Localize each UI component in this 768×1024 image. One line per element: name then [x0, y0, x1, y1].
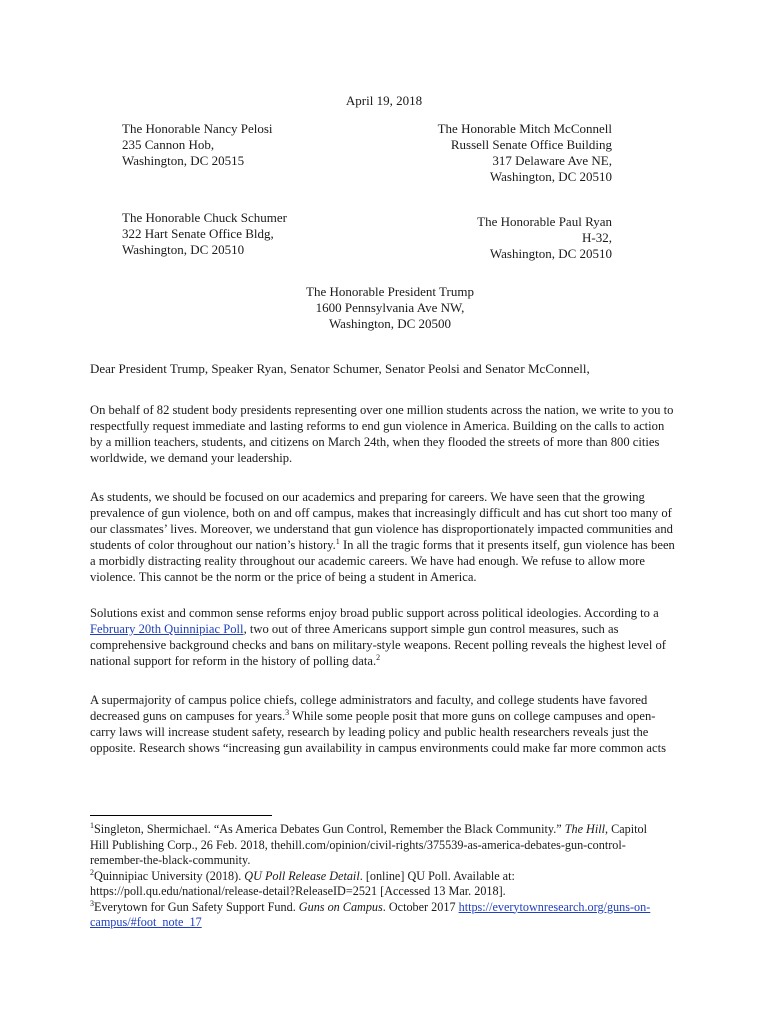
paragraph-line: prevalence of gun violence, both on and off campus, makes that increasingly difficult and has cut short too many of: [90, 506, 672, 520]
address-line: Washington, DC 20510: [122, 242, 245, 257]
paragraph-line: A supermajority of campus police chiefs, college administrators and faculty, and college students have favored: [90, 693, 648, 707]
paragraph-line: [90, 653, 666, 669]
paragraph-line: violence. This cannot be the norm or the price of being a student in America.: [90, 570, 477, 584]
address-line: Washington, DC 20515: [122, 153, 245, 168]
footnote-line: Hill Publishing Corp., 26 Feb. 2018, thehill.com/opinion/civil-rights/375539-as-america-debates-gun-control-: [90, 837, 626, 852]
footnote-text: . October 2017: [382, 899, 459, 914]
paragraph-line: opposite. Research shows “increasing gun availability in campus environments could make far more common acts: [90, 741, 667, 755]
footnote-separator: [90, 815, 272, 816]
paragraph-line: respectfully request immediate and lasting reforms to end gun violence in America. Building on the calls to action: [90, 419, 665, 433]
address-line: Washington, DC 20510: [489, 169, 612, 184]
paragraph-text: students of color throughout our nation’s history.: [90, 538, 336, 552]
paragraph-text: While some people posit that more guns on college campuses and open-: [289, 709, 656, 723]
paragraph-text: In all the tragic forms that it presents itself, gun violence has been: [339, 538, 675, 552]
address-line: The Honorable Paul Ryan: [477, 214, 612, 229]
paragraph-line: our classmates’ lives. Moreover, we understand that gun violence has disproportionately impacted communities and: [90, 522, 673, 536]
footnote-line: remember-the-black-community.: [90, 853, 251, 867]
footnote-1: [90, 822, 650, 869]
address-ryan: [477, 214, 612, 262]
footnote-3: [90, 900, 650, 931]
paragraph-2: [90, 489, 675, 585]
address-line: Washington, DC 20510: [489, 246, 612, 261]
paragraph-line: As students, we should be focused on our academics and preparing for careers. We have seen that the growing: [90, 490, 645, 504]
paragraph-line: by a million teachers, students, and citizens on March 24th, when they flooded the streets of more than 800 cities: [90, 435, 660, 449]
address-line: Washington, DC 20500: [328, 316, 452, 331]
footnotes: [90, 822, 650, 931]
paragraph-line: Solutions exist and common sense reforms enjoy broad public support across political ideologies. According to a: [90, 606, 659, 620]
paragraph-4: [90, 692, 666, 756]
footnote-ref-1[interactable]: 1: [335, 536, 340, 546]
footnote-text: Quinnipiac University (2018).: [94, 868, 245, 883]
paragraph-1: [90, 402, 673, 466]
paragraph-line: [90, 537, 675, 553]
address-pelosi: [122, 121, 273, 169]
paragraph-line: comprehensive background checks and bans on military-style weapons. Recent polling reveals the highest level of: [90, 638, 666, 652]
footnote-italic: QU Poll Release Detail: [244, 868, 360, 883]
address-line: 1600 Pennsylvania Ave NW,: [315, 300, 465, 315]
paragraph-line: worldwide, we demand your leadership.: [90, 451, 293, 465]
paragraph-line: carry laws will increase student safety, research by leading policy and public health researchers reveals just the: [90, 725, 649, 739]
footnote-number: 2: [90, 867, 94, 877]
everytown-link[interactable]: https://everytownresearch.org/guns-on-: [458, 899, 651, 914]
address-line: Russell Senate Office Building: [450, 137, 612, 152]
address-trump: [0, 284, 768, 332]
footnote-ref-3[interactable]: 3: [285, 707, 290, 717]
address-mcconnell: [438, 121, 612, 185]
paragraph-text: national support for reform in the history of polling data.: [90, 654, 377, 668]
footnote-line: [90, 822, 650, 838]
footnote-line: [90, 869, 650, 885]
salutation: Dear President Trump, Speaker Ryan, Senator Schumer, Senator Peolsi and Senator McConnell,: [90, 361, 590, 376]
address-line: 322 Hart Senate Office Bldg,: [122, 226, 274, 241]
address-schumer: [122, 210, 287, 258]
address-line: The Honorable Nancy Pelosi: [122, 121, 273, 136]
paragraph-line: On behalf of 82 student body presidents representing over one million students across the nation, we write to you to: [90, 403, 674, 417]
footnote-text: . [online] QU Poll. Available at:: [359, 868, 515, 883]
footnote-2: [90, 869, 650, 900]
footnote-text: , Capitol: [605, 822, 647, 836]
footnote-text: Singleton, Shermichael. “As America Debates Gun Control, Remember the Black Community.”: [94, 822, 565, 836]
address-line: The Honorable President Trump: [306, 284, 474, 299]
footnote-line: [90, 915, 650, 931]
address-line: The Honorable Chuck Schumer: [122, 210, 287, 225]
paragraph-3: [90, 605, 666, 669]
letter-date: April 19, 2018: [345, 93, 423, 108]
quinnipiac-poll-link[interactable]: February 20th Quinnipiac Poll: [90, 622, 244, 636]
address-line: 317 Delaware Ave NE,: [492, 153, 612, 168]
footnote-line: [90, 900, 650, 916]
footnote-number: 3: [90, 898, 94, 908]
footnote-italic: Guns on Campus: [298, 899, 383, 914]
everytown-link-continued[interactable]: campus/#foot_note_17: [90, 915, 202, 929]
footnote-text: Everytown for Gun Safety Support Fund.: [94, 899, 299, 914]
footnote-ref-2[interactable]: 2: [376, 652, 381, 662]
address-line: 235 Cannon Hob,: [122, 137, 215, 152]
paragraph-line: [90, 621, 666, 637]
address-line: The Honorable Mitch McConnell: [437, 121, 612, 136]
address-line: H-32,: [582, 230, 612, 245]
paragraph-text: , two out of three Americans support simple gun control measures, such as: [243, 622, 619, 636]
paragraph-line: [90, 708, 666, 724]
paragraph-text: decreased guns on campuses for years.: [90, 709, 286, 723]
footnote-italic: The Hill: [564, 822, 605, 836]
paragraph-line: a morbidly distracting reality throughout our academic careers. We have had enough. We refuse to allow more: [90, 554, 645, 568]
footnote-number: 1: [90, 820, 94, 830]
footnote-line: https://poll.qu.edu/national/release-detail?ReleaseID=2521 [Accessed 13 Mar. 2018].: [90, 884, 506, 898]
